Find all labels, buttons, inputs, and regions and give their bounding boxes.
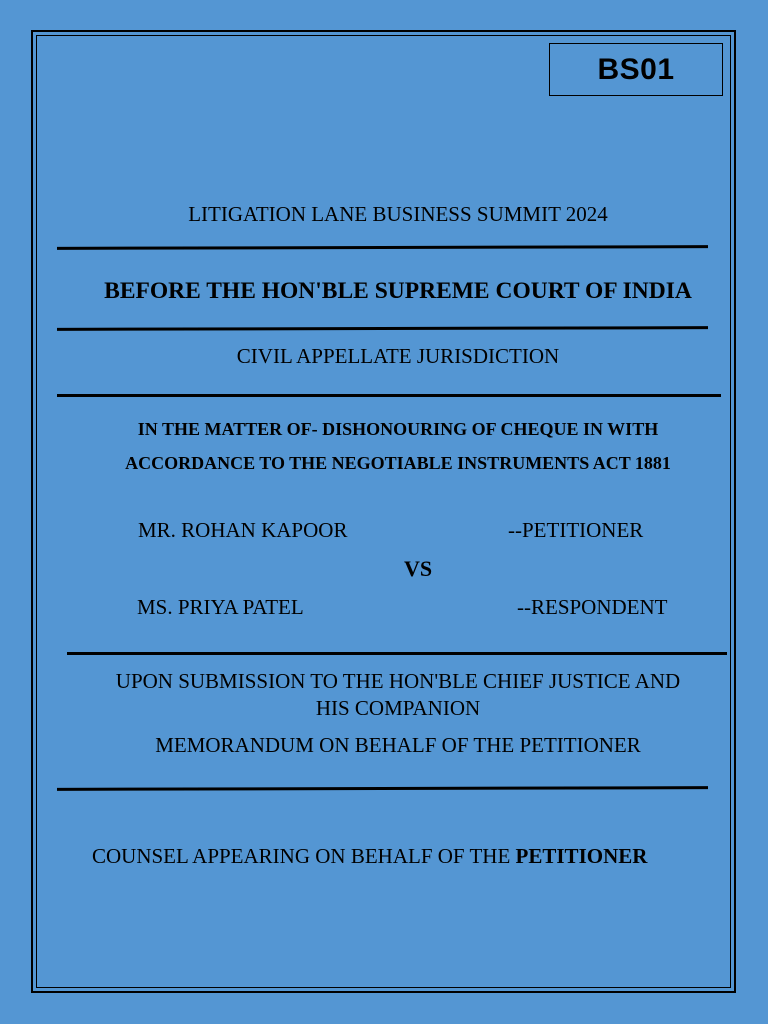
divider-3 (57, 394, 721, 397)
petitioner-name: MR. ROHAN KAPOOR (138, 518, 348, 542)
team-code-box (549, 43, 723, 96)
event-title: LITIGATION LANE BUSINESS SUMMIT 2024 (188, 202, 608, 226)
petitioner-role: --PETITIONER (508, 518, 644, 542)
respondent-name: MS. PRIYA PATEL (137, 595, 304, 619)
court-heading: BEFORE THE HON'BLE SUPREME COURT OF INDIA (104, 278, 692, 304)
counsel-line (92, 846, 647, 867)
counsel-emphasis: PETITIONER (515, 844, 648, 868)
submission-line-1: UPON SUBMISSION TO THE HON'BLE CHIEF JUSTICE AND (115, 669, 681, 693)
divider-4 (67, 652, 727, 655)
submission-line-2: HIS COMPANION (315, 696, 481, 720)
versus: VS (404, 556, 433, 581)
team-code: BS01 (597, 52, 675, 86)
matter-line-1: IN THE MATTER OF- DISHONOURING OF CHEQUE IN WITH (137, 419, 659, 439)
matter-line-2: ACCORDANCE TO THE NEGOTIABLE INSTRUMENTS ACT 1881 (125, 453, 671, 473)
counsel-prefix: COUNSEL APPEARING ON BEHALF OF THE (92, 844, 516, 868)
memorandum-title: MEMORANDUM ON BEHALF OF THE PETITIONER (155, 733, 641, 757)
jurisdiction: CIVIL APPELLATE JURISDICTION (236, 344, 560, 368)
respondent-role: --RESPONDENT (517, 595, 668, 619)
